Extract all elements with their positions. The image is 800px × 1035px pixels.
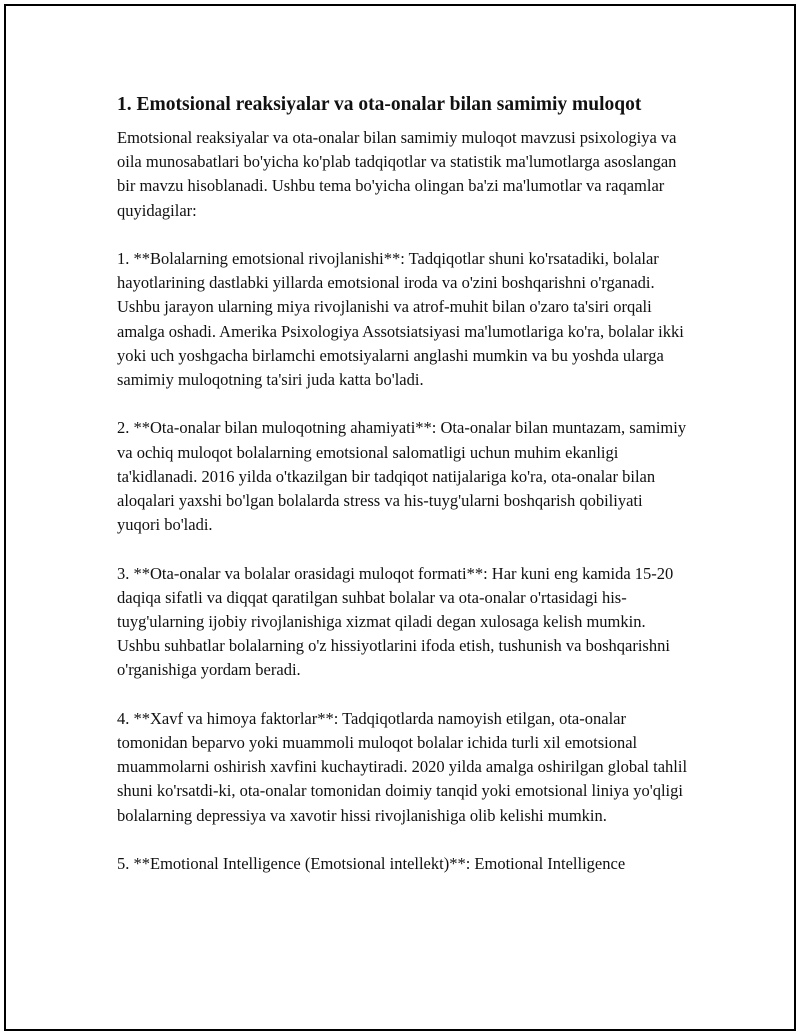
document-content [117, 92, 689, 900]
paragraph-4: 4. **Xavf va himoya faktorlar**: Tadqiqotlarda namoyish etilgan, ota-onalar tomonidan beparvo yoki muammoli muloqot bolalar ichida turli xil emotsional muammolarni oshirish xavfini kuchaytiradi. 2020 yilda amalga oshirilgan global tahlil shuni ko'rsatdi-ki, ota-onalar tomonidan doimiy tanqid yoki emotsional liniya yo'qligi bolalarning depressiya va xavotir hissi rivojlanishiga olib kelishi mumkin. [117, 708, 688, 825]
intro-paragraph: Emotsional reaksiyalar va ota-onalar bilan samimiy muloqot mavzusi psixologiya va oila munosabatlari bo'yicha ko'plab tadqiqotlar va statistik ma'lumotlarga asoslangan bir mavzu hisoblanadi. Ushbu tema bo'yicha olingan ba'zi ma'lumotlar va raqamlar quyidagilar: [117, 128, 677, 220]
paragraph-5: 5. **Emotional Intelligence (Emotsional intellekt)**: Emotional Intelligence [117, 854, 626, 874]
paragraph-2: 2. **Ota-onalar bilan muloqotning ahamiyati**: Ota-onalar bilan muntazam, samimiy va ochiq muloqot bolalarning emotsional salomatligi uchun muhim ekanligi ta'kidlanadi. 2016 yilda o'tkazilgan bir tadqiqot natijalariga ko'ra, ota-onalar bilan aloqalari yaxshi bo'lgan bolalarda stress va his-tuyg'ularni boshqarish qobiliyati yuqori bo'ladi. [117, 418, 687, 535]
paragraph-3: 3. **Ota-onalar va bolalar orasidagi muloqot formati**: Har kuni eng kamida 15-20 daqiqa sifatli va diqqat qaratilgan suhbat bolalar va ota-onalar o'rtasidagi his-tuyg'ularning ijobiy rivojlanishiga xizmat qiladi degan xulosaga kelish mumkin. Ushbu suhbatlar bolalarning o'z hissiyotlarini ifoda etish, tushunish va boshqarishni o'rganishiga yordam beradi. [117, 563, 674, 680]
section-heading: 1. Emotsional reaksiyalar va ota-onalar bilan samimiy muloqot [117, 94, 642, 115]
paragraph-1: 1. **Bolalarning emotsional rivojlanishi**: Tadqiqotlar shuni ko'rsatadiki, bolalar hayotlarining dastlabki yillarda emotsional iroda va o'zini boshqarishni o'rganadi. Ushbu jarayon ularning miya rivojlanishi va atrof-muhit bilan o'zaro ta'siri orqali amalga oshadi. Amerika Psixologiya Assotsiatsiyasi ma'lumotlariga ko'ra, bolalar ikki yoki uch yoshgacha birlamchi emotsiyalarni anglashi mumkin va bu yoshda ularga samimiy muloqotning ta'siri juda katta bo'ladi. [117, 249, 684, 390]
